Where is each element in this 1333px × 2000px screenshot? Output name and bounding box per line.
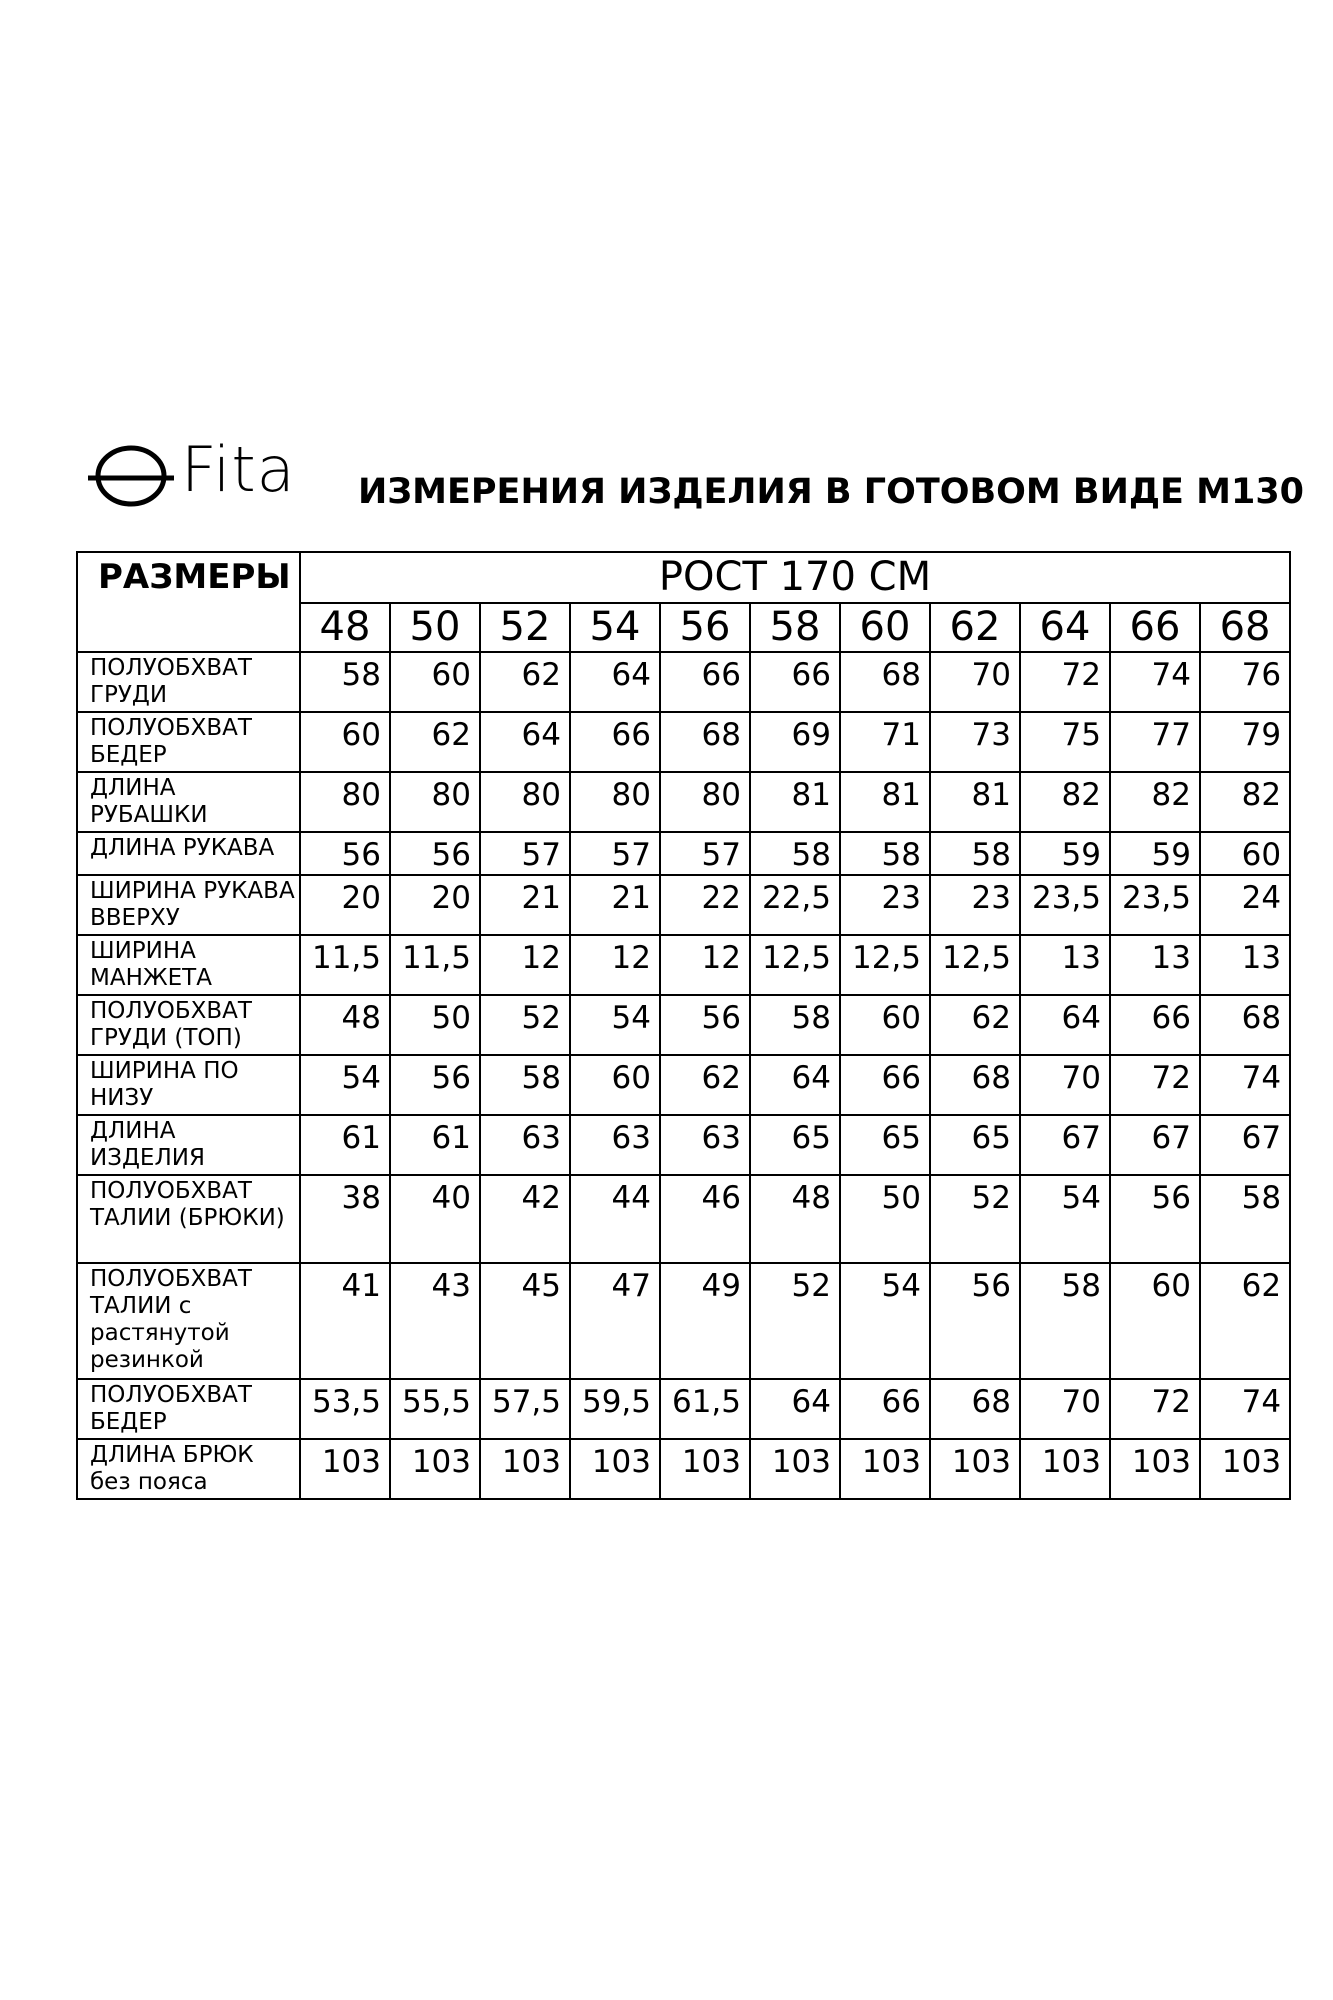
measurement-value: 54 [300,1055,390,1115]
measurement-value: 58 [930,832,1020,875]
measurement-value: 41 [300,1263,390,1379]
height-label: РОСТ 170 СМ [300,552,1290,603]
measurement-value: 48 [750,1175,840,1263]
measurement-value: 62 [480,652,570,712]
size-header-cell: 56 [660,603,750,652]
fita-theta-icon [86,440,176,512]
measurement-value: 58 [300,652,390,712]
table-row [77,652,1290,712]
measurement-value: 65 [840,1115,930,1175]
measurement-value: 54 [840,1263,930,1379]
measurement-value: 61 [390,1115,480,1175]
measurement-value: 57 [660,832,750,875]
measurement-value: 54 [570,995,660,1055]
table-row [77,1379,1290,1439]
table-body [77,652,1290,1499]
measurement-value: 42 [480,1175,570,1263]
measurement-value: 103 [1020,1439,1110,1499]
measurement-value: 103 [300,1439,390,1499]
measurement-value: 103 [1200,1439,1290,1499]
size-header-cell: 68 [1200,603,1290,652]
measurement-value: 80 [300,772,390,832]
measurement-value: 47 [570,1263,660,1379]
size-header-cell: 62 [930,603,1020,652]
measurement-value: 56 [390,1055,480,1115]
measurement-value: 82 [1110,772,1200,832]
measurement-value: 13 [1020,935,1110,995]
measurement-value: 23,5 [1110,875,1200,935]
measurement-value: 57 [570,832,660,875]
measurement-value: 45 [480,1263,570,1379]
measurement-label: ПОЛУОБХВАТ ТАЛИИ (БРЮКИ) [77,1175,300,1263]
measurement-label: ДЛИНА РУБАШКИ [77,772,300,832]
measurement-value: 70 [1020,1055,1110,1115]
measurement-value: 24 [1200,875,1290,935]
measurement-value: 62 [390,712,480,772]
size-table [76,551,1291,1500]
table-row [77,995,1290,1055]
brand-name: Fita [181,433,296,506]
measurement-value: 58 [750,832,840,875]
measurement-value: 57 [480,832,570,875]
measurement-value: 40 [390,1175,480,1263]
measurement-value: 48 [300,995,390,1055]
measurement-value: 12,5 [930,935,1020,995]
table-row [77,1175,1290,1263]
measurement-value: 82 [1020,772,1110,832]
measurement-value: 72 [1020,652,1110,712]
measurement-value: 12,5 [750,935,840,995]
measurement-value: 65 [750,1115,840,1175]
measurement-value: 77 [1110,712,1200,772]
measurement-value: 68 [1200,995,1290,1055]
measurement-value: 56 [1110,1175,1200,1263]
measurement-value: 11,5 [390,935,480,995]
measurement-value: 60 [390,652,480,712]
size-header-cell: 66 [1110,603,1200,652]
measurement-value: 11,5 [300,935,390,995]
measurement-value: 13 [1200,935,1290,995]
measurement-value: 53,5 [300,1379,390,1439]
size-header-cell: 60 [840,603,930,652]
measurement-value: 12 [480,935,570,995]
measurement-value: 59,5 [570,1379,660,1439]
measurement-value: 60 [300,712,390,772]
measurement-value: 58 [480,1055,570,1115]
measurement-value: 58 [750,995,840,1055]
measurement-value: 103 [750,1439,840,1499]
measurement-label: ДЛИНА БРЮК без пояса [77,1439,300,1499]
measurement-value: 59 [1020,832,1110,875]
measurement-value: 56 [930,1263,1020,1379]
height-header-row [77,552,1290,603]
measurement-label: ШИРИНА РУКАВА ВВЕРХУ [77,875,300,935]
measurement-value: 63 [480,1115,570,1175]
measurement-value: 21 [480,875,570,935]
measurement-value: 63 [570,1115,660,1175]
measurement-value: 61,5 [660,1379,750,1439]
measurement-value: 21 [570,875,660,935]
measurement-value: 103 [570,1439,660,1499]
measurement-value: 67 [1020,1115,1110,1175]
measurement-value: 64 [750,1379,840,1439]
measurement-value: 52 [930,1175,1020,1263]
sizes-corner-label: РАЗМЕРЫ [77,552,300,652]
measurement-value: 59 [1110,832,1200,875]
measurement-value: 58 [1020,1263,1110,1379]
table-row [77,1263,1290,1379]
measurement-value: 44 [570,1175,660,1263]
measurement-value: 12,5 [840,935,930,995]
measurement-value: 76 [1200,652,1290,712]
measurement-value: 67 [1200,1115,1290,1175]
measurement-value: 64 [1020,995,1110,1055]
measurement-value: 52 [750,1263,840,1379]
measurement-value: 12 [570,935,660,995]
measurement-value: 12 [660,935,750,995]
measurement-value: 22,5 [750,875,840,935]
measurement-value: 56 [660,995,750,1055]
size-header-cell: 58 [750,603,840,652]
measurement-value: 74 [1110,652,1200,712]
measurement-value: 80 [660,772,750,832]
measurement-value: 64 [480,712,570,772]
measurement-value: 70 [930,652,1020,712]
measurement-value: 79 [1200,712,1290,772]
measurement-label: ПОЛУОБХВАТ ГРУДИ [77,652,300,712]
table-row [77,832,1290,875]
measurement-value: 80 [480,772,570,832]
measurement-label: ДЛИНА РУКАВА [77,832,300,875]
measurement-value: 74 [1200,1055,1290,1115]
measurement-value: 64 [570,652,660,712]
measurement-value: 60 [1200,832,1290,875]
measurement-value: 66 [840,1055,930,1115]
measurement-value: 81 [750,772,840,832]
table-row [77,875,1290,935]
size-header-cell: 64 [1020,603,1110,652]
measurement-value: 72 [1110,1055,1200,1115]
measurement-value: 68 [660,712,750,772]
measurement-value: 103 [1110,1439,1200,1499]
measurement-value: 68 [840,652,930,712]
measurement-value: 22 [660,875,750,935]
measurement-value: 70 [1020,1379,1110,1439]
measurement-label: ПОЛУОБХВАТ ТАЛИИ с растянутой резинкой [77,1263,300,1379]
measurement-value: 54 [1020,1175,1110,1263]
table-row [77,935,1290,995]
size-header-cell: 54 [570,603,660,652]
measurement-value: 49 [660,1263,750,1379]
measurement-value: 81 [930,772,1020,832]
measurement-value: 50 [840,1175,930,1263]
size-header-cell: 52 [480,603,570,652]
measurement-value: 60 [570,1055,660,1115]
measurement-label: ПОЛУОБХВАТ БЕДЕР [77,712,300,772]
page-title: ИЗМЕРЕНИЯ ИЗДЕЛИЯ В ГОТОВОМ ВИДЕ М130 [358,472,1305,512]
size-header-cell: 48 [300,603,390,652]
table-row [77,772,1290,832]
measurement-value: 62 [660,1055,750,1115]
measurement-value: 13 [1110,935,1200,995]
table-row [77,1055,1290,1115]
measurement-value: 52 [480,995,570,1055]
measurement-value: 68 [930,1379,1020,1439]
measurement-value: 58 [840,832,930,875]
measurement-value: 43 [390,1263,480,1379]
measurement-value: 38 [300,1175,390,1263]
measurement-value: 60 [840,995,930,1055]
measurement-value: 23 [930,875,1020,935]
measurement-value: 103 [390,1439,480,1499]
measurement-value: 66 [570,712,660,772]
measurement-value: 72 [1110,1379,1200,1439]
size-header-cell: 50 [390,603,480,652]
measurement-value: 67 [1110,1115,1200,1175]
measurement-value: 75 [1020,712,1110,772]
measurement-value: 66 [660,652,750,712]
measurement-value: 56 [390,832,480,875]
measurement-value: 73 [930,712,1020,772]
measurement-value: 62 [930,995,1020,1055]
brand-logo [86,433,306,512]
measurement-value: 103 [660,1439,750,1499]
measurement-value: 74 [1200,1379,1290,1439]
measurement-value: 66 [750,652,840,712]
measurement-value: 82 [1200,772,1290,832]
measurement-value: 69 [750,712,840,772]
measurement-value: 20 [390,875,480,935]
measurement-value: 103 [840,1439,930,1499]
measurement-value: 65 [930,1115,1020,1175]
measurement-label: ПОЛУОБХВАТ БЕДЕР [77,1379,300,1439]
measurement-value: 63 [660,1115,750,1175]
measurement-value: 55,5 [390,1379,480,1439]
measurement-value: 80 [390,772,480,832]
measurement-label: ДЛИНА ИЗДЕЛИЯ [77,1115,300,1175]
measurement-value: 61 [300,1115,390,1175]
table-row [77,1439,1290,1499]
measurement-value: 57,5 [480,1379,570,1439]
measurement-value: 103 [930,1439,1020,1499]
measurement-label: ПОЛУОБХВАТ ГРУДИ (ТОП) [77,995,300,1055]
measurement-value: 23 [840,875,930,935]
measurement-value: 46 [660,1175,750,1263]
measurement-label: ШИРИНА ПО НИЗУ [77,1055,300,1115]
measurement-label: ШИРИНА МАНЖЕТА [77,935,300,995]
measurement-value: 62 [1200,1263,1290,1379]
measurement-value: 60 [1110,1263,1200,1379]
table-row [77,712,1290,772]
measurement-value: 103 [480,1439,570,1499]
table-row [77,1115,1290,1175]
measurement-value: 64 [750,1055,840,1115]
measurement-value: 81 [840,772,930,832]
measurement-value: 68 [930,1055,1020,1115]
measurement-value: 58 [1200,1175,1290,1263]
measurement-value: 66 [1110,995,1200,1055]
measurement-value: 23,5 [1020,875,1110,935]
measurement-value: 50 [390,995,480,1055]
measurement-value: 66 [840,1379,930,1439]
measurement-value: 71 [840,712,930,772]
measurement-value: 80 [570,772,660,832]
measurement-value: 56 [300,832,390,875]
measurement-value: 20 [300,875,390,935]
